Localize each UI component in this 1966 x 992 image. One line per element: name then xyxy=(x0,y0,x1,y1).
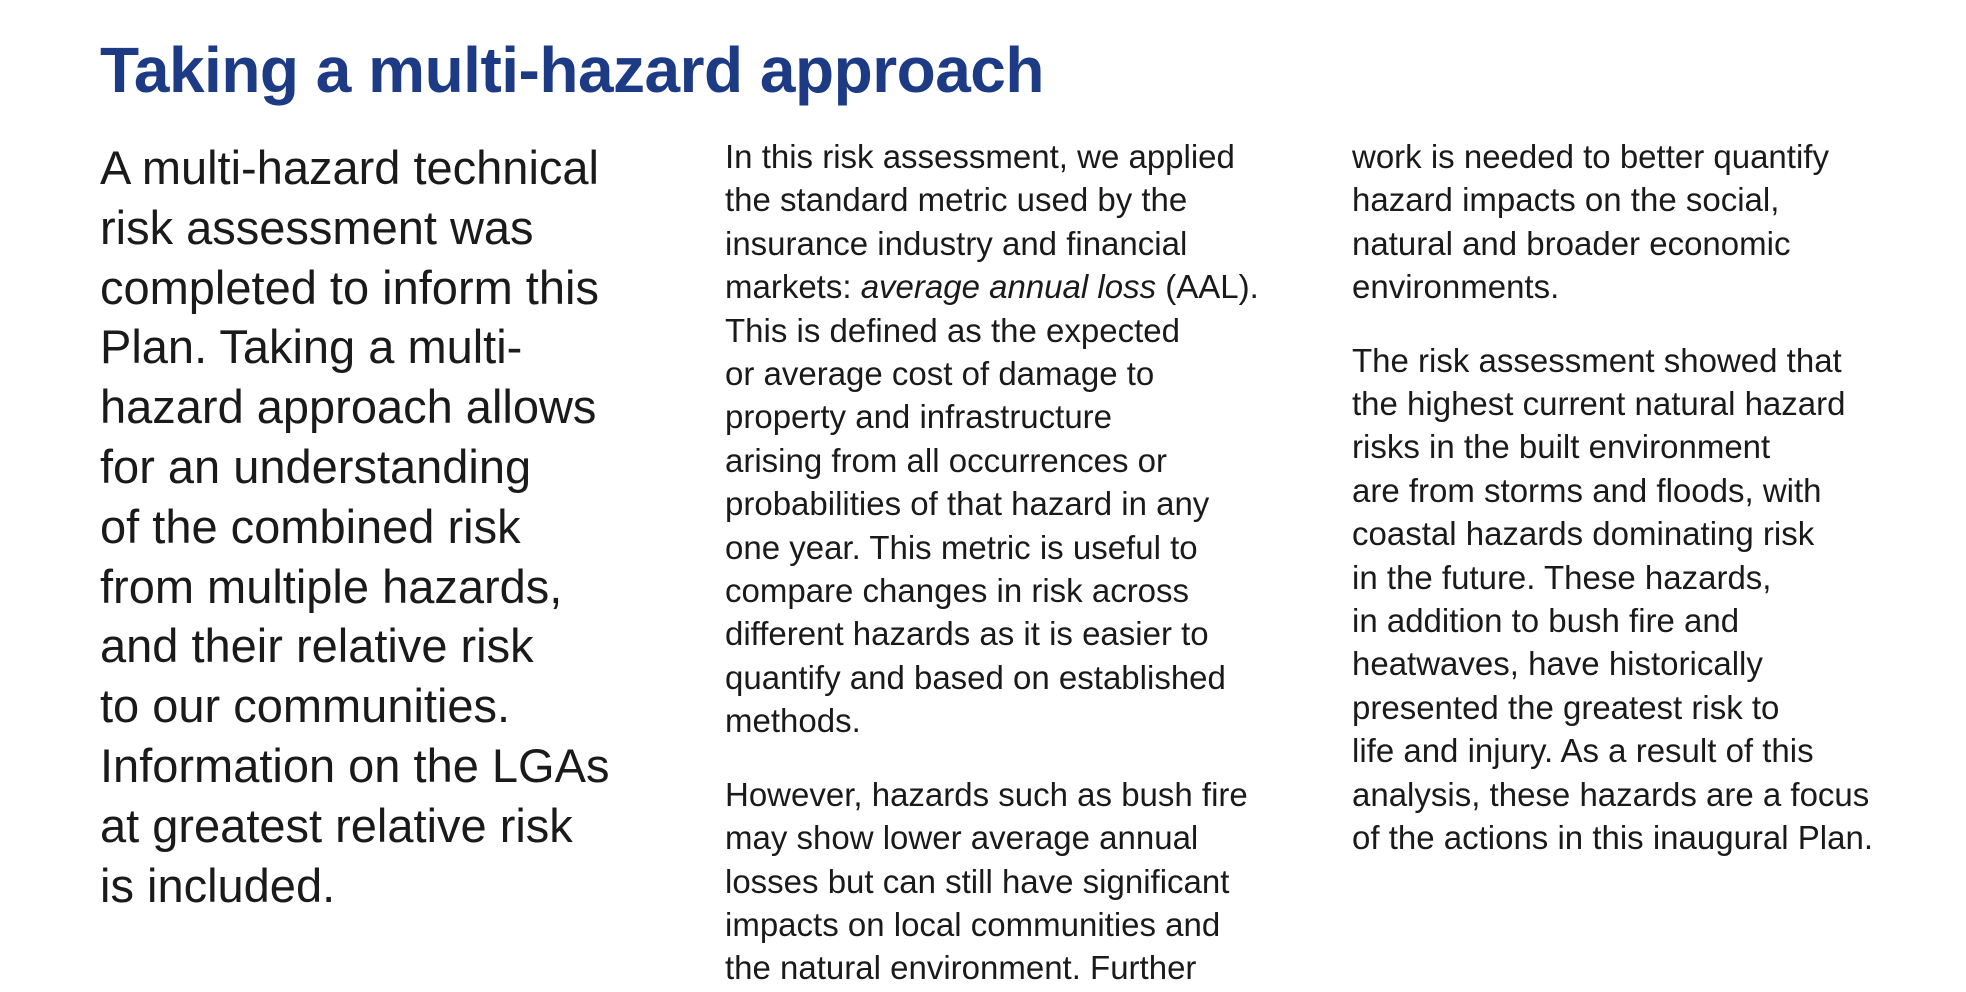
lead-line: hazard approach allows xyxy=(100,380,597,434)
body-line: arising from all occurrences or xyxy=(725,441,1167,479)
further-work-paragraph xyxy=(1352,135,1952,309)
body-line: losses but can still have significant xyxy=(725,862,1230,900)
body-text: markets: xyxy=(725,268,861,306)
body-line: impacts on local communities and xyxy=(725,905,1221,943)
body-line: quantify and based on established xyxy=(725,658,1226,696)
body-line: work is needed to better quantify xyxy=(1352,138,1829,175)
body-line: compare changes in risk across xyxy=(725,572,1190,610)
lead-line: for an understanding xyxy=(100,439,532,493)
body-line: in addition to bush fire and xyxy=(1352,602,1740,640)
body-line xyxy=(725,265,1315,308)
body-line: the natural environment. Further xyxy=(725,949,1197,987)
lead-paragraph xyxy=(100,138,680,915)
lead-line: to our communities. xyxy=(100,679,511,733)
body-line: property and infrastructure xyxy=(725,398,1113,436)
middle-column xyxy=(725,135,1315,990)
lead-line: at greatest relative risk xyxy=(100,798,573,852)
body-line: environments. xyxy=(1352,268,1560,306)
body-line: risks in the built environment xyxy=(1352,428,1771,466)
lead-line: completed to inform this xyxy=(100,260,599,314)
body-line: are from storms and floods, with xyxy=(1352,471,1822,509)
body-line: coastal hazards dominating risk xyxy=(1352,515,1815,553)
body-line: in the future. These hazards, xyxy=(1352,558,1772,596)
body-line: natural and broader economic xyxy=(1352,224,1791,262)
bush-fire-paragraph xyxy=(725,773,1315,990)
lead-line: and their relative risk xyxy=(100,619,534,673)
body-line: different hazards as it is easier to xyxy=(725,615,1209,653)
body-line: life and injury. As a result of this xyxy=(1352,732,1814,770)
lead-line: is included. xyxy=(100,858,336,912)
body-line: or average cost of damage to xyxy=(725,355,1155,393)
aal-definition-paragraph xyxy=(725,135,1315,743)
body-line: heatwaves, have historically xyxy=(1352,645,1763,683)
body-line: may show lower average annual xyxy=(725,819,1199,857)
lead-line: of the combined risk xyxy=(100,499,521,553)
body-line: In this risk assessment, we applied xyxy=(725,138,1235,175)
lead-line: Plan. Taking a multi- xyxy=(100,320,523,374)
lead-line: Information on the LGAs xyxy=(100,738,610,792)
body-line: probabilities of that hazard in any xyxy=(725,485,1210,523)
body-line: presented the greatest risk to xyxy=(1352,688,1780,726)
aal-term: average annual loss xyxy=(860,268,1157,306)
body-line: of the actions in this inaugural Plan. xyxy=(1352,819,1873,857)
page-title: Taking a multi-hazard approach xyxy=(100,34,1044,106)
body-line: analysis, these hazards are a focus xyxy=(1352,775,1870,813)
lead-line: risk assessment was xyxy=(100,200,534,254)
body-line: insurance industry and financial xyxy=(725,224,1188,262)
right-column xyxy=(1352,135,1952,860)
lead-line: A multi-hazard technical xyxy=(100,141,599,194)
body-line: The risk assessment showed that xyxy=(1352,341,1842,379)
body-text: (AAL). xyxy=(1156,268,1259,306)
risk-findings-paragraph xyxy=(1352,339,1952,860)
body-line: one year. This metric is useful to xyxy=(725,528,1198,566)
body-line: This is defined as the expected xyxy=(725,311,1180,349)
body-line: hazard impacts on the social, xyxy=(1352,181,1780,219)
body-line: methods. xyxy=(725,702,861,740)
body-line: the standard metric used by the xyxy=(725,181,1188,219)
lead-line: from multiple hazards, xyxy=(100,559,563,613)
body-line: the highest current natural hazard xyxy=(1352,385,1846,423)
body-line: However, hazards such as bush fire xyxy=(725,775,1248,813)
